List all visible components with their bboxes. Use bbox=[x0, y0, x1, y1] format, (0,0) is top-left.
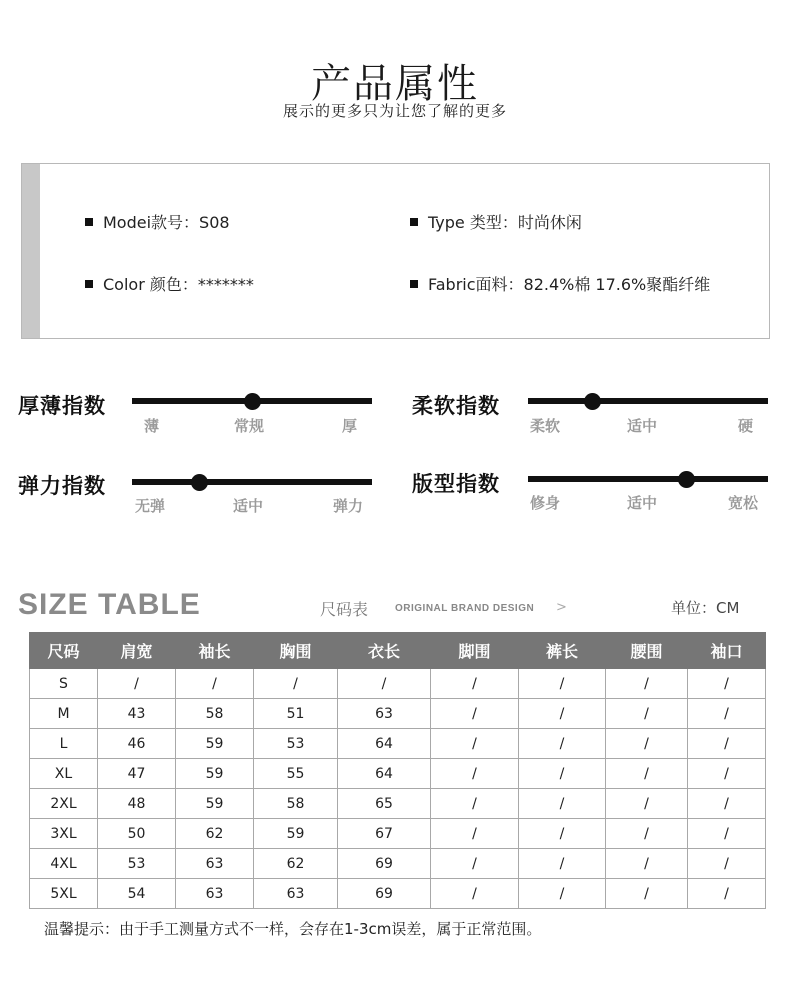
measurement-cell: 65 bbox=[338, 789, 431, 819]
index-fit bbox=[412, 468, 772, 518]
attr-color-text: Color 颜色：******* bbox=[103, 275, 254, 294]
measurement-cell: 47 bbox=[98, 759, 176, 789]
size-cell: S bbox=[30, 669, 98, 699]
index-label: 柔软指数 bbox=[412, 394, 500, 418]
measurement-cell: 53 bbox=[254, 729, 338, 759]
attr-type bbox=[410, 210, 582, 233]
measurement-cell: / bbox=[606, 879, 688, 909]
table-row bbox=[30, 669, 766, 699]
index-tick-high: 宽松 bbox=[728, 494, 759, 512]
header-cell: 袖口 bbox=[688, 633, 766, 669]
measurement-cell: / bbox=[606, 669, 688, 699]
header-cell: 肩宽 bbox=[98, 633, 176, 669]
size-cell: L bbox=[30, 729, 98, 759]
measurement-cell: / bbox=[688, 669, 766, 699]
header-cell: 胸围 bbox=[254, 633, 338, 669]
measurement-cell: / bbox=[519, 849, 606, 879]
index-label: 厚薄指数 bbox=[18, 394, 106, 418]
measurement-cell: / bbox=[519, 759, 606, 789]
size-cell: 2XL bbox=[30, 789, 98, 819]
attr-fabric-text: Fabric面料：82.4%棉 17.6%聚酯纤维 bbox=[428, 275, 711, 294]
measurement-cell: / bbox=[519, 699, 606, 729]
measurement-cell: / bbox=[431, 789, 519, 819]
size-table-title: SIZE TABLE bbox=[18, 588, 201, 621]
size-table-header-row bbox=[30, 633, 766, 669]
measurement-cell: 64 bbox=[338, 729, 431, 759]
measurement-cell: 54 bbox=[98, 879, 176, 909]
attr-color bbox=[85, 272, 254, 295]
index-thickness bbox=[18, 390, 378, 440]
measurement-cell: / bbox=[431, 819, 519, 849]
measurement-cell: / bbox=[431, 879, 519, 909]
measurement-cell: / bbox=[519, 729, 606, 759]
table-row bbox=[30, 729, 766, 759]
measurement-cell: / bbox=[688, 789, 766, 819]
size-table-title-cn: 尺码表 bbox=[320, 600, 369, 619]
measurement-cell: / bbox=[519, 879, 606, 909]
measurement-cell: 58 bbox=[176, 699, 254, 729]
size-cell: 4XL bbox=[30, 849, 98, 879]
bullet-icon bbox=[85, 280, 93, 288]
index-knob bbox=[584, 393, 601, 410]
measurement-cell: / bbox=[431, 759, 519, 789]
measurement-cell: / bbox=[606, 819, 688, 849]
page-title: 产品属性 bbox=[311, 61, 479, 107]
index-tick-mid: 常规 bbox=[234, 417, 265, 435]
measurement-cell: / bbox=[688, 849, 766, 879]
measurement-cell: 63 bbox=[176, 849, 254, 879]
measurement-cell: 55 bbox=[254, 759, 338, 789]
size-table bbox=[29, 632, 766, 909]
measurement-cell: / bbox=[519, 819, 606, 849]
size-cell: 5XL bbox=[30, 879, 98, 909]
measurement-cell: 48 bbox=[98, 789, 176, 819]
index-label: 版型指数 bbox=[412, 472, 500, 496]
attributes-panel bbox=[21, 163, 770, 339]
header-cell: 衣长 bbox=[338, 633, 431, 669]
measurement-cell: / bbox=[688, 699, 766, 729]
index-tick-high: 厚 bbox=[342, 417, 358, 435]
measurement-cell: 58 bbox=[254, 789, 338, 819]
header-cell: 腰围 bbox=[606, 633, 688, 669]
measurement-cell: 53 bbox=[98, 849, 176, 879]
measurement-cell: 59 bbox=[176, 729, 254, 759]
header-cell: 裤长 bbox=[519, 633, 606, 669]
table-row bbox=[30, 699, 766, 729]
index-tick-mid: 适中 bbox=[233, 497, 264, 515]
measurement-cell: 63 bbox=[254, 879, 338, 909]
index-track bbox=[132, 479, 372, 485]
measurement-cell: 62 bbox=[176, 819, 254, 849]
brand-caption: ORIGINAL BRAND DESIGN bbox=[395, 603, 535, 614]
index-softness bbox=[412, 390, 772, 440]
measurement-cell: / bbox=[606, 849, 688, 879]
bullet-icon bbox=[85, 218, 93, 226]
table-row bbox=[30, 819, 766, 849]
page-subtitle: 展示的更多只为让您了解的更多 bbox=[282, 102, 507, 120]
measurement-cell: / bbox=[431, 729, 519, 759]
index-tick-high: 硬 bbox=[738, 417, 754, 435]
measurement-cell: / bbox=[688, 819, 766, 849]
measurement-cell: / bbox=[688, 759, 766, 789]
attr-model-text: Modei款号：S08 bbox=[103, 213, 230, 232]
index-tick-high: 弹力 bbox=[333, 497, 364, 515]
chevron-right-icon: > bbox=[556, 600, 567, 615]
index-knob bbox=[678, 471, 695, 488]
bullet-icon bbox=[410, 218, 418, 226]
measurement-cell: 64 bbox=[338, 759, 431, 789]
table-row bbox=[30, 849, 766, 879]
measurement-cell: / bbox=[519, 669, 606, 699]
header-cell: 尺码 bbox=[30, 633, 98, 669]
measurement-cell: 69 bbox=[338, 879, 431, 909]
measurement-cell: / bbox=[606, 699, 688, 729]
measurement-cell: / bbox=[98, 669, 176, 699]
attr-type-text: Type 类型：时尚休闲 bbox=[428, 213, 582, 232]
measurement-note: 温馨提示：由于手工测量方式不一样，会存在1-3cm误差，属于正常范围。 bbox=[44, 920, 542, 938]
index-label: 弹力指数 bbox=[18, 474, 106, 498]
attr-fabric bbox=[410, 272, 710, 295]
table-row bbox=[30, 879, 766, 909]
measurement-cell: 63 bbox=[176, 879, 254, 909]
index-knob bbox=[191, 474, 208, 491]
measurement-cell: 63 bbox=[338, 699, 431, 729]
size-cell: M bbox=[30, 699, 98, 729]
attr-model bbox=[85, 210, 230, 233]
measurement-cell: / bbox=[688, 729, 766, 759]
index-tick-mid: 适中 bbox=[627, 494, 658, 512]
size-cell: 3XL bbox=[30, 819, 98, 849]
measurement-cell: 59 bbox=[176, 759, 254, 789]
measurement-cell: 43 bbox=[98, 699, 176, 729]
index-tick-low: 无弹 bbox=[135, 497, 166, 515]
index-tick-low: 修身 bbox=[530, 494, 561, 512]
measurement-cell: / bbox=[254, 669, 338, 699]
index-track bbox=[528, 476, 768, 482]
measurement-cell: 51 bbox=[254, 699, 338, 729]
measurement-cell: 67 bbox=[338, 819, 431, 849]
header-cell: 袖长 bbox=[176, 633, 254, 669]
measurement-cell: 62 bbox=[254, 849, 338, 879]
measurement-cell: / bbox=[338, 669, 431, 699]
measurement-cell: / bbox=[606, 789, 688, 819]
size-table-body bbox=[30, 669, 766, 909]
table-row bbox=[30, 789, 766, 819]
header-cell: 脚围 bbox=[431, 633, 519, 669]
attributes-side-bar bbox=[22, 164, 40, 338]
measurement-cell: / bbox=[431, 669, 519, 699]
measurement-cell: 59 bbox=[176, 789, 254, 819]
table-row bbox=[30, 759, 766, 789]
size-cell: XL bbox=[30, 759, 98, 789]
bullet-icon bbox=[410, 280, 418, 288]
index-tick-mid: 适中 bbox=[627, 417, 658, 435]
measurement-cell: / bbox=[606, 729, 688, 759]
measurement-cell: 50 bbox=[98, 819, 176, 849]
index-tick-low: 薄 bbox=[144, 417, 160, 435]
measurement-cell: / bbox=[606, 759, 688, 789]
index-knob bbox=[244, 393, 261, 410]
measurement-cell: 46 bbox=[98, 729, 176, 759]
measurement-cell: 59 bbox=[254, 819, 338, 849]
index-elasticity bbox=[18, 470, 378, 520]
measurement-cell: / bbox=[688, 879, 766, 909]
index-tick-low: 柔软 bbox=[530, 417, 561, 435]
measurement-cell: 69 bbox=[338, 849, 431, 879]
measurement-cell: / bbox=[431, 849, 519, 879]
index-track bbox=[528, 398, 768, 404]
measurement-cell: / bbox=[519, 789, 606, 819]
measurement-cell: / bbox=[431, 699, 519, 729]
unit-label: 单位：CM bbox=[671, 599, 740, 617]
measurement-cell: / bbox=[176, 669, 254, 699]
